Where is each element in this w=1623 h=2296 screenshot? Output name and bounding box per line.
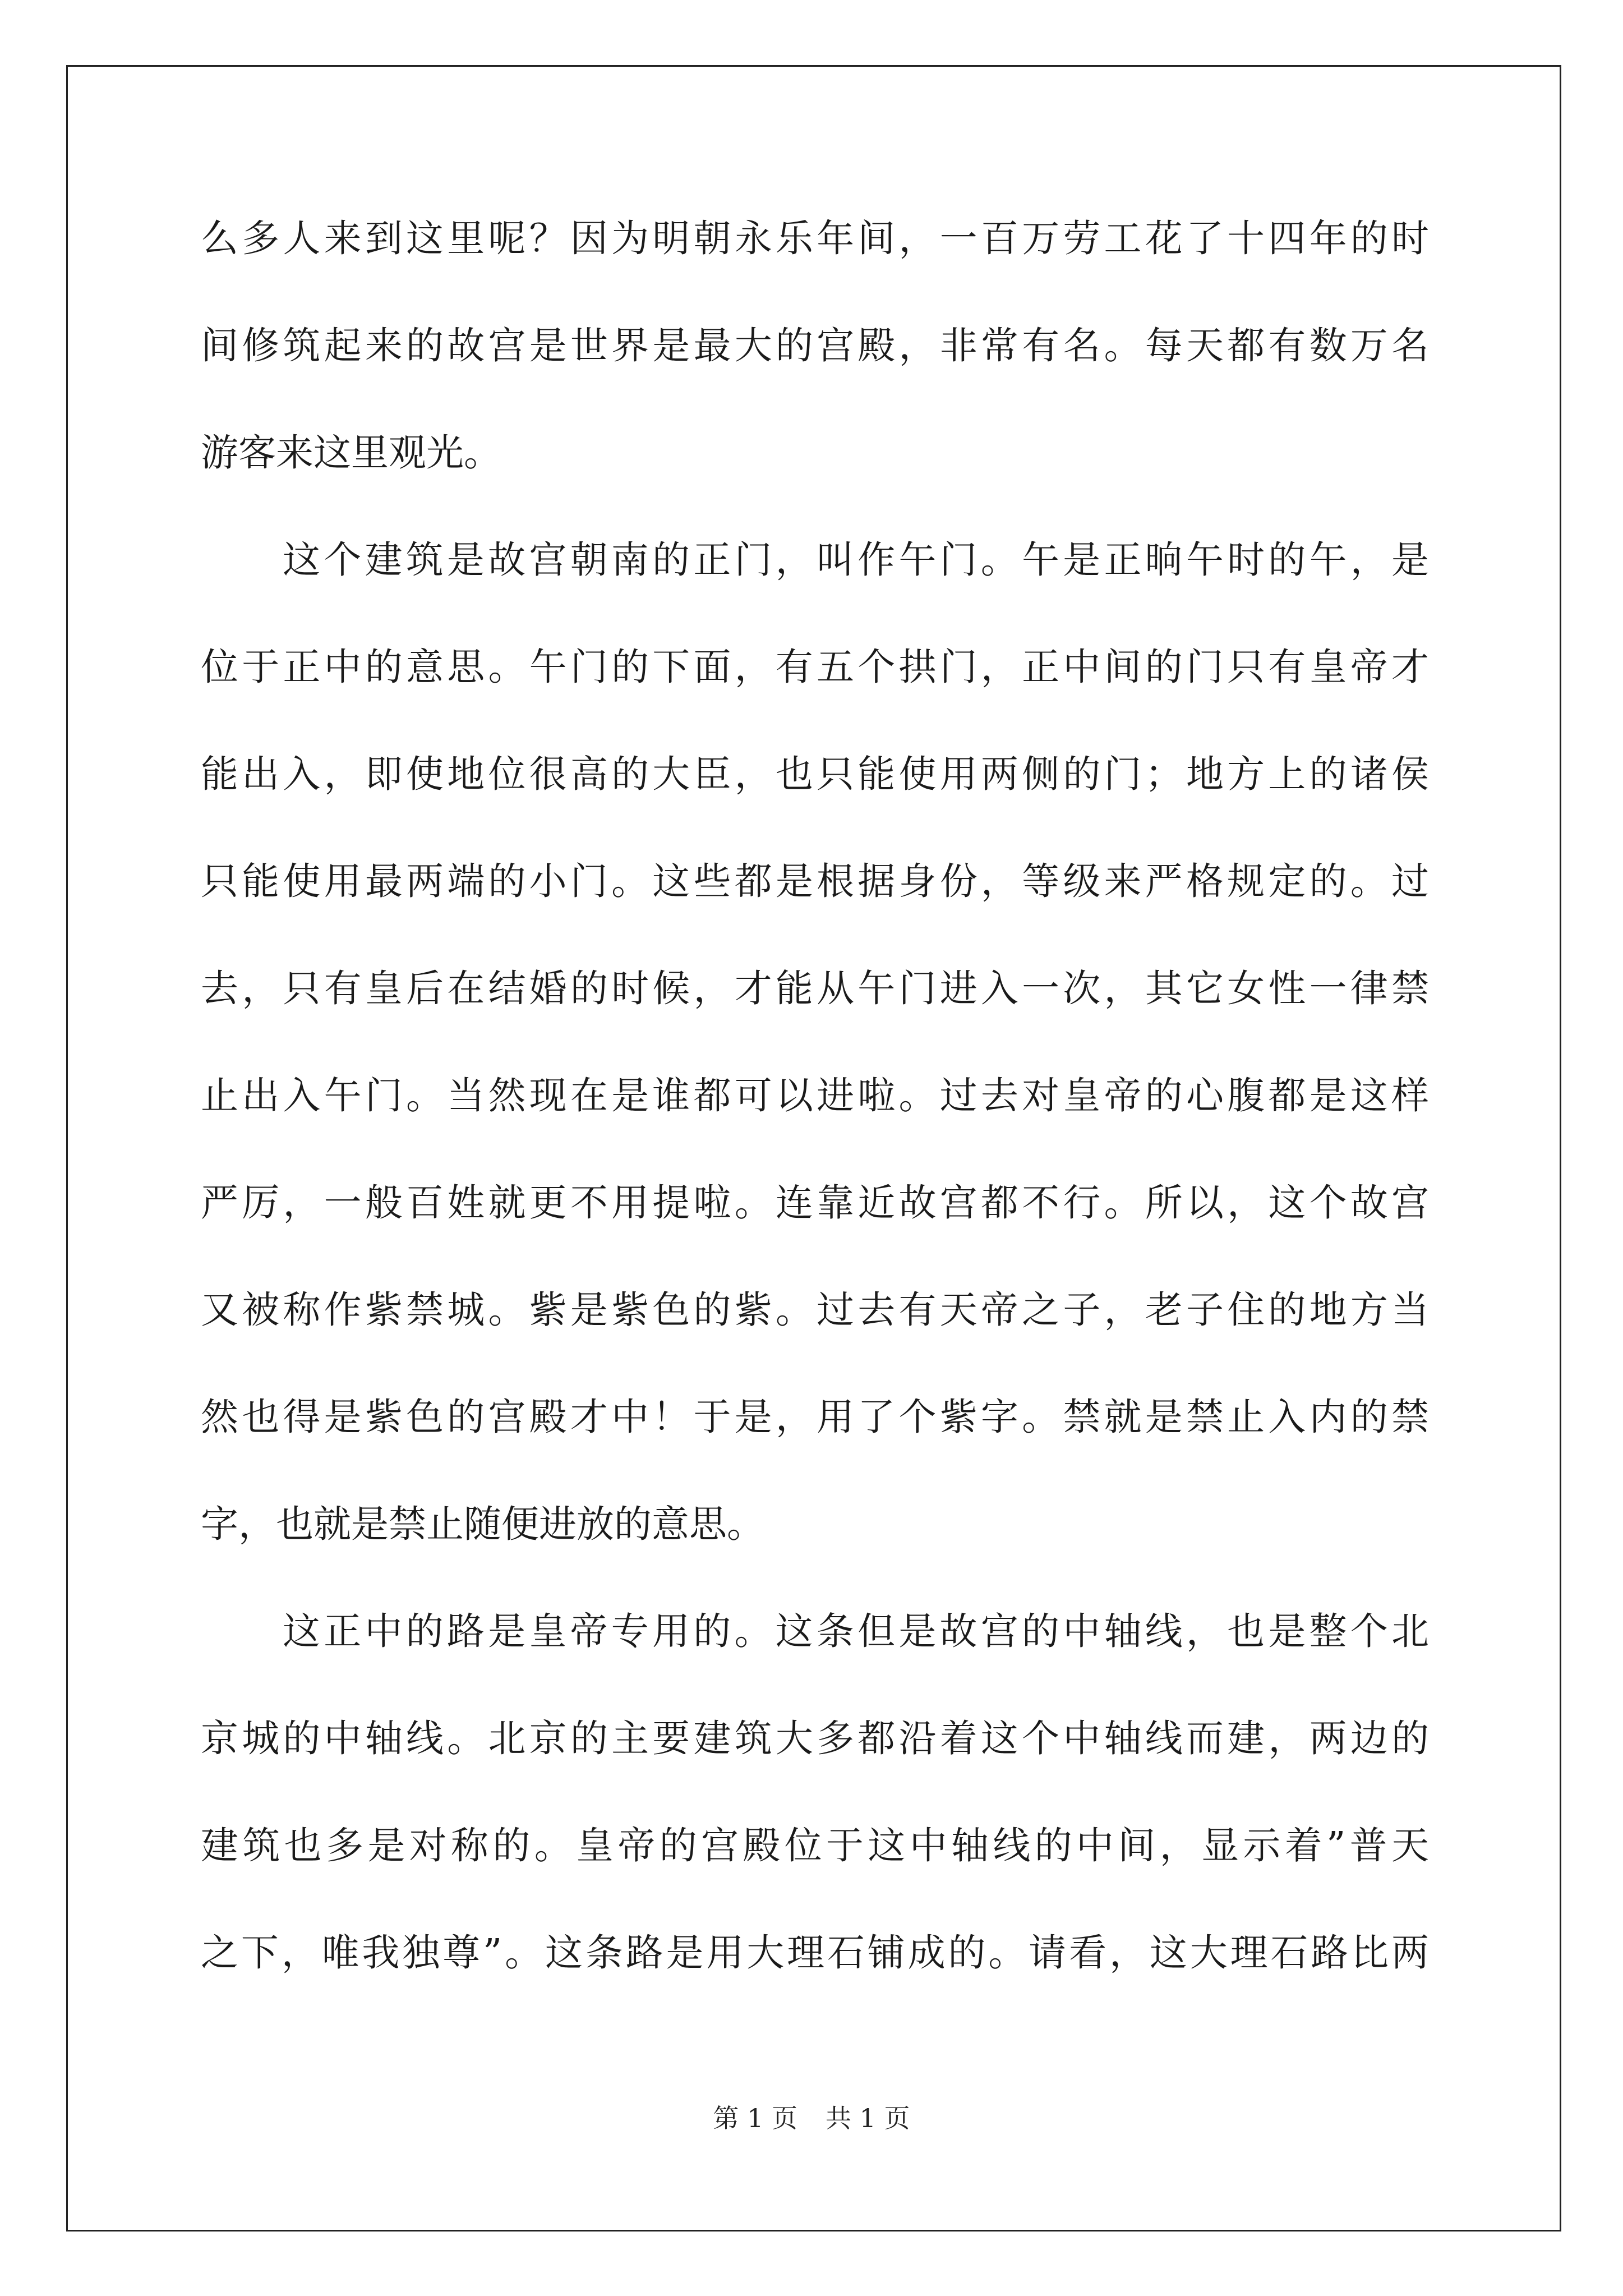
- page-number: 第 1 页: [713, 2103, 797, 2133]
- text-line: 能出入，即使地位很高的大臣，也只能使用两侧的门；地方上的诸侯: [201, 752, 1429, 796]
- page-total: 共 1 页: [826, 2103, 910, 2133]
- page-footer: [0, 2098, 1623, 2135]
- text-line: 这正中的路是皇帝专用的。这条但是故宫的中轴线，也是整个北: [283, 1609, 1429, 1653]
- text-line: 之下，唯我独尊”。这条路是用大理石铺成的。请看，这大理石路比两: [201, 1931, 1429, 1975]
- text-line: 然也得是紫色的宫殿才中！于是，用了个紫字。禁就是禁止入内的禁: [201, 1395, 1429, 1439]
- text-line: 严厉，一般百姓就更不用提啦。连靠近故宫都不行。所以，这个故宫: [201, 1181, 1429, 1225]
- text-line: 位于正中的意思。午门的下面，有五个拱门，正中间的门只有皇帝才: [201, 645, 1429, 689]
- text-line: 么多人来到这里呢？因为明朝永乐年间，一百万劳工花了十四年的时: [201, 217, 1429, 260]
- text-line: 止出入午门。当然现在是谁都可以进啦。过去对皇帝的心腹都是这样: [201, 1074, 1429, 1117]
- text-line: 字，也就是禁止随便进放的意思。: [201, 1502, 764, 1546]
- text-line: 这个建筑是故宫朝南的正门，叫作午门。午是正晌午时的午，是: [283, 538, 1429, 582]
- text-line: 京城的中轴线。北京的主要建筑大多都沿着这个中轴线而建，两边的: [201, 1717, 1429, 1760]
- text-line: 只能使用最两端的小门。这些都是根据身份，等级来严格规定的。过: [201, 859, 1429, 903]
- document-body: [201, 213, 1429, 2035]
- text-line: 去，只有皇后在结婚的时候，才能从午门进入一次，其它女性一律禁: [201, 967, 1429, 1010]
- text-line: 又被称作紫禁城。紫是紫色的紫。过去有天帝之子，老子住的地方当: [201, 1288, 1429, 1332]
- text-line: 建筑也多是对称的。皇帝的宫殿位于这中轴线的中间，显示着”普天: [201, 1824, 1429, 1867]
- text-line: 间修筑起来的故宫是世界是最大的宫殿，非常有名。每天都有数万名: [201, 324, 1429, 367]
- text-line: 游客来这里观光。: [201, 431, 501, 475]
